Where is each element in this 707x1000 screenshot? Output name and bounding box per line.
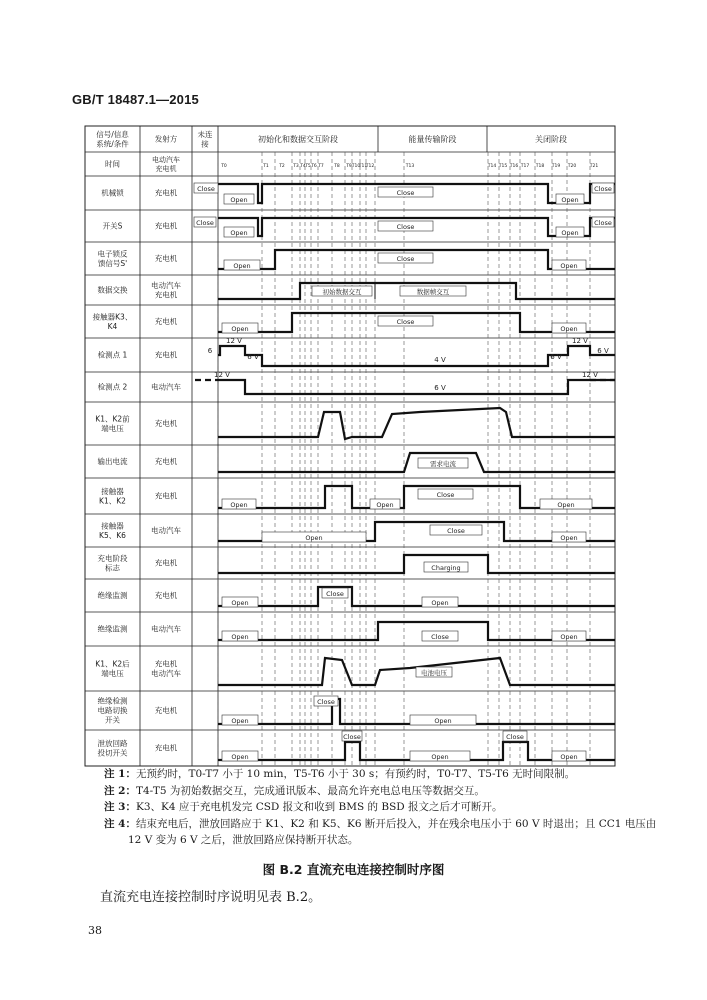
detect2-label-12v: 12 V: [214, 371, 230, 379]
e-lock-close: Close: [396, 255, 415, 263]
insulation-charger-close: Close: [326, 590, 344, 598]
row-sender: 充电机: [154, 706, 178, 716]
data-frame-exchange: 数据帧交互: [416, 288, 450, 296]
row-label: 馈信号S': [97, 258, 128, 268]
k5k6-open2: Open: [560, 534, 578, 542]
row-label: 检测点 1: [97, 350, 128, 360]
mech-lock-close: Close: [197, 185, 215, 193]
row-sender: 充电机: [154, 350, 178, 360]
note-label: 注 1：: [104, 768, 136, 780]
row-label: 端电压: [101, 668, 124, 678]
bleeder-open3: Open: [560, 753, 578, 761]
time-tick-label: T4: [300, 164, 306, 169]
body-text: 直流充电连接控制时序说明见表 B.2。: [100, 890, 322, 905]
time-tick-label: T13: [405, 164, 415, 169]
page-number: 38: [88, 924, 102, 937]
time-sender: 电动汽车: [152, 155, 180, 164]
mech-lock-close3: Close: [594, 185, 612, 193]
standard-header: GB/T 18487.1—2015: [72, 92, 199, 107]
header-phase-energy: 能量传输阶段: [408, 134, 457, 144]
switch-open2: Open: [561, 229, 579, 237]
time-tick-label: T21: [589, 164, 599, 169]
time-tick-label: T16: [509, 164, 519, 169]
note-text: 无预约时，T0-T7 小于 10 min，T5-T6 小于 30 s；有预约时，T0-T7、T5-T6 无时间限制。: [135, 768, 576, 780]
k1k2-open: Open: [230, 501, 248, 509]
row-label: 电子锁反: [97, 249, 128, 259]
insulation-charger-open2: Open: [431, 599, 449, 607]
row-label: 开关: [105, 715, 120, 725]
k1k2-open3: Open: [557, 501, 575, 509]
detect1-label-4v: 4 V: [434, 356, 446, 364]
header-unconnected: 接: [201, 139, 209, 149]
time-sender: 充电机: [155, 164, 177, 173]
row-label: 电路切换: [97, 706, 128, 716]
row-sender: 充电机: [154, 457, 178, 467]
row-sender: 充电机: [154, 659, 178, 669]
charging-flag: Charging: [431, 564, 461, 572]
insulation-vehicle-open: Open: [231, 633, 249, 641]
mech-lock-open2: Open: [561, 196, 579, 204]
row-label: 绝缘监测: [97, 624, 128, 634]
detect1-label-6v-2: 6 V: [247, 353, 259, 361]
row-label: 数据交换: [97, 285, 128, 295]
row-label: 标志: [105, 563, 120, 573]
note-label: 注 2：: [104, 784, 136, 797]
row-sender: 充电机: [154, 591, 178, 601]
time-tick-label: T12: [365, 164, 375, 169]
time-tick-label: T17: [520, 164, 530, 169]
bleeder-open2: Open: [431, 753, 449, 761]
row-sender: 充电机: [154, 254, 178, 264]
time-tick-label: T6: [311, 164, 317, 169]
time-tick-label: T10: [351, 164, 361, 169]
time-tick-label: T0: [221, 164, 227, 169]
k1k2-close: Close: [436, 491, 455, 499]
switch-close: Close: [196, 219, 214, 227]
header-phase-init: 初始化和数据交互阶段: [258, 134, 338, 144]
note-4: [104, 816, 664, 849]
time-tick-label: T1: [263, 164, 269, 169]
switch-close3: Close: [594, 219, 612, 227]
switch-close2: Close: [396, 223, 415, 231]
time-tick-label: T14: [487, 164, 497, 169]
detect1-label-12v-2: 12 V: [572, 337, 588, 345]
row-label: 检测点 2: [97, 382, 128, 392]
figure-caption: 图 B.2 直流充电连接控制时序图: [262, 862, 445, 877]
insulation-vehicle-open2: Open: [560, 633, 578, 641]
time-tick-label: T15: [498, 164, 508, 169]
time-tick-label: T2: [279, 164, 285, 169]
mech-lock-close2: Close: [396, 189, 415, 197]
output-current-wave: [218, 453, 615, 472]
row-label: 输出电流: [97, 457, 128, 467]
row-sender: 电动汽车: [151, 526, 181, 536]
bleeder-close2: Close: [506, 733, 524, 741]
row-sender: 电动汽车: [151, 624, 181, 634]
insulation-charger-wave: [218, 587, 615, 606]
header-sender: 发射方: [154, 134, 178, 144]
row-label: 接触器K3、: [92, 312, 133, 322]
bleeder-close: Close: [343, 733, 361, 741]
row-label: 泄放回路: [97, 738, 128, 748]
row-sender: 电动汽车: [151, 280, 181, 290]
insulation-vehicle-close: Close: [431, 633, 449, 641]
row-label: K4: [107, 321, 118, 331]
k1k2-open2: Open: [376, 501, 394, 509]
row-sender: 充电机: [154, 188, 178, 198]
k5k6-close: Close: [447, 527, 465, 535]
note-text: 结束充电后，泄放回路应于 K1、K2 和 K5、K6 断开后投入，并在残余电压小于 60 V 时退出；且 CC1 电压由: [135, 817, 657, 830]
row-label: K5、K6: [99, 530, 126, 540]
row-label: 接触器: [101, 521, 124, 531]
k3k4-open: Open: [231, 325, 249, 333]
note-3: [104, 799, 664, 816]
row-label: 开关S: [102, 221, 123, 231]
detect1-label-6v: 6: [207, 347, 213, 355]
insulation-switch-open: Open: [231, 717, 249, 725]
row-label: K1、K2后: [95, 659, 130, 669]
detect2-label-12v-2: 12 V: [582, 371, 598, 379]
switch-open: Open: [230, 229, 248, 237]
time-tick-label: T3: [293, 164, 299, 169]
row-label: K1、K2前: [95, 414, 130, 424]
insulation-switch-open2: Open: [434, 717, 452, 725]
charging-flag-wave: [218, 555, 615, 573]
bleeder-open: Open: [231, 753, 249, 761]
row-sender: 充电机: [154, 290, 178, 300]
row-sender: 充电机: [154, 419, 178, 429]
detect1-label-6v-3: 6 V: [550, 353, 562, 361]
note-label: 注 4：: [104, 817, 136, 830]
row-label: 端电压: [101, 423, 124, 433]
time-tick-label: T9: [346, 164, 352, 169]
time-tick-label: T19: [551, 164, 561, 169]
row-sender: 充电机: [154, 491, 178, 501]
detect2-label-6v: 6 V: [434, 384, 446, 392]
detect1-label-6v-4: 6 V: [597, 347, 609, 355]
header-signal: 系统/条件: [96, 139, 129, 149]
header-signal: 信号/信息: [96, 129, 129, 139]
notes: [104, 766, 664, 849]
row-label: 投切开关: [97, 748, 128, 758]
time-tick-label: T18: [535, 164, 545, 169]
header-phase-close: 关闭阶段: [535, 134, 567, 144]
k3k4-close: Close: [396, 318, 415, 326]
row-sender: 充电机: [154, 317, 178, 327]
row-label: 绝缘监测: [97, 591, 128, 601]
e-lock-open: Open: [233, 262, 251, 270]
insulation-charger-open: Open: [231, 599, 249, 607]
k3k4-open2: Open: [560, 325, 578, 333]
time-label: 时间: [105, 159, 120, 169]
k5k6-open: Open: [305, 534, 323, 542]
row-sender: 充电机: [154, 221, 178, 231]
note-text: K3、K4 应于充电机发完 CSD 报文和收到 BMS 的 BSD 报文之后才可断开。: [135, 801, 503, 813]
k1k2-front-voltage-wave: [218, 408, 615, 439]
row-sender: 电动汽车: [151, 382, 181, 392]
note-continuation: 12 V 变为 6 V 之后，泄放回路应保持断开状态。: [128, 834, 359, 846]
row-label: 绝缘检测: [97, 696, 128, 706]
data-init-exchange: 初始数据交互: [322, 288, 362, 296]
row-sender: 电动汽车: [151, 668, 181, 678]
row-label: 机械锁: [101, 188, 124, 198]
e-lock-open2: Open: [560, 262, 578, 270]
note-2: [104, 783, 664, 800]
battery-voltage: 电池电压: [421, 669, 447, 677]
row-label: K1、K2: [99, 496, 126, 506]
output-current-demand: 需求电流: [430, 460, 456, 468]
header-unconnected: 未连: [197, 129, 213, 139]
time-tick-label: T20: [567, 164, 577, 169]
mech-lock-open: Open: [230, 196, 248, 204]
row-sender: 充电机: [154, 558, 178, 568]
row-label: 充电阶段: [97, 553, 128, 563]
time-tick-label: T8: [334, 164, 340, 169]
time-tick-label: T11: [358, 164, 368, 169]
row-label: 接触器: [101, 486, 124, 496]
time-tick-label: T5: [305, 164, 311, 169]
insulation-switch-close: Close: [317, 698, 335, 706]
detect1-label-12v: 12 V: [226, 337, 242, 345]
row-sender: 充电机: [154, 743, 178, 753]
note-label: 注 3：: [104, 801, 136, 813]
detect2-wave: [218, 380, 615, 394]
time-tick-label: T7: [318, 164, 324, 169]
note-text: T4-T5 为初始数据交互，完成通讯版本、最高允许充电总电压等数据交互。: [135, 784, 485, 797]
note-1: [104, 766, 664, 783]
